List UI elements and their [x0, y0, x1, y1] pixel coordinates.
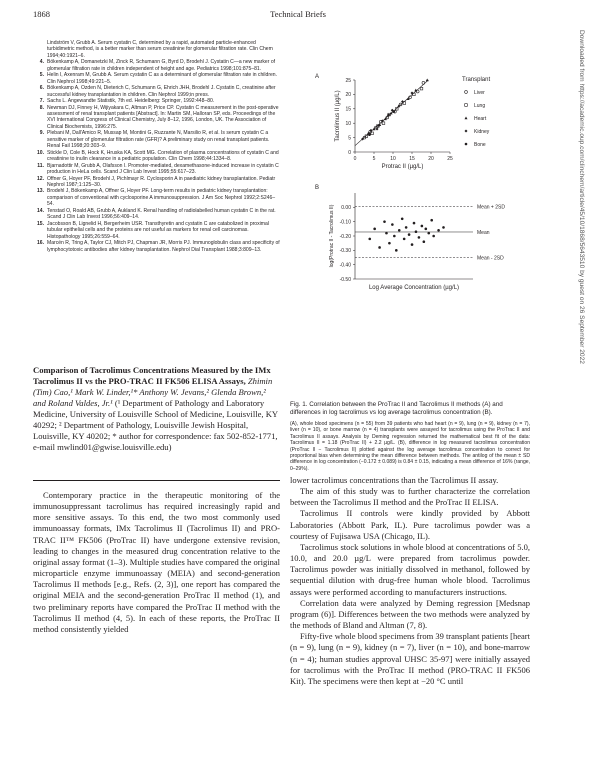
x-tick-label: 10 [390, 156, 396, 162]
x-tick-label: 0 [353, 156, 357, 162]
reference-number: 16. [36, 240, 44, 247]
data-point [437, 229, 440, 232]
reference-text: Lindström V, Grubb A. Serum cystatin C, determined by a rapid, automated particle-enhanced turbidimetric method, is a better marker than serum creatinine for glomerular filtration rate. Clin Chem 1994;40:1921–6. [47, 40, 273, 59]
data-point [427, 232, 430, 235]
data-point-bone [465, 143, 468, 146]
figure-panel-a [303, 72, 503, 172]
x-axis-label: Protrac II (µg/L) [381, 164, 424, 170]
reference-number: 13. [36, 188, 44, 195]
legend-entry: Lung [474, 103, 486, 109]
title-divider [33, 480, 280, 481]
data-point [401, 218, 404, 221]
data-point [413, 222, 416, 225]
data-point [395, 249, 398, 252]
reference-number: 14. [36, 207, 44, 214]
data-point [425, 228, 428, 231]
figure-caption-body: (A), whole blood specimens (n = 55) from 39 patients who had heart (n = 9), lung (n = 9), kidney (n = 7), liver (n = 10), or bone marrow (n = 4) transplants were assayed for tacrolimus using the ProTrac II and Tacrolimus II assays. Analysis by Deming regression returned the mathematical best fit of the data: Tacrolimus II = 1.18 (ProTrac II) + 2.2 µg/L. (B), difference in log measured tacrolimus concentration (ProTrac II − Tacrolimus II) plotted against the log average tacrolimus concentration to correct for proportional bias when determining the mean difference between methods. The antilog of the mean ± SD difference in log concentration (−0.172 ± 0.089) is 0.84 ± 0.15, indicating a mean difference of 16% (range, 0–29%). [290, 421, 530, 472]
body-paragraph: Fifty-five whole blood specimens from 39 transplant patients [heart (n = 9), lung (n = 9), kidney (n = 7), liver (n = 10), and bone-marrow (n = 4); human studies approval UHSC 35-97] were initially assayed for tacrolimus with the ProTrac II method (PRO-TRAC II FK506 Kit). The specimens were then kept at −20 °C until [290, 631, 530, 686]
y-tick-label: 20 [345, 92, 351, 99]
running-header [33, 9, 563, 21]
y-axis-label: log(Protrac II - Tacrolimus II) [329, 204, 335, 268]
data-point [421, 225, 424, 228]
reference-text: Bökenkamp A, Ozden N, Dieterich C, Schumann G, Ehrich JHH, Brodehl J. Cystatin C, creatinine after successful kidney transplantation in children. Clin Nephrol 1999;in press. [47, 85, 276, 98]
reference-item [33, 40, 280, 59]
data-point-liver [399, 103, 402, 106]
data-point [405, 226, 408, 229]
y-tick-label: -0.30 [339, 248, 351, 255]
data-point [398, 229, 401, 232]
reference-text: Plebani M, Dall'Amico R, Mussap M, Montini G, Ruzzante N, Marsilio R, et al. Is serum cystatin C a sensitive marker of glomerular filtration rate (GFR)? A preliminary study on renal transplant patients. Renal Fail 1998;20:303–9. [47, 130, 270, 150]
reference-item [33, 208, 280, 221]
reference-text: Offner G, Hoyer PF, Brodehl J, Pichlmayr R. Cyclosporin A in paediatric kidney transplantation. Pediatr Nephrol 1987;1:125–30. [47, 175, 276, 188]
reference-text: Tenstad O, Roald AB, Grubb A, Aukland K. Renal handling of radiolabelled human cystatin C in the rat. Scand J Clin Lab Invest 1996;56:409–14. [47, 207, 276, 221]
reference-item [33, 105, 280, 131]
data-point [415, 230, 418, 233]
y-tick-label: -0.40 [339, 262, 351, 269]
reference-item [33, 85, 280, 98]
article-authors: Zhimin (Tim) Cao,¹ Mark W. Linder,¹* Anthony W. Jevans,² Glenda Brown,² and Roland Valdes, Jr.¹ [33, 376, 273, 408]
y-tick-label: -0.50 [339, 276, 351, 283]
reference-text: Bjarnadottir M, Grubb A, Olafsson I. Promoter-mediated, dexamethasone-induced increase in cystatin C production in HeLa cells. Scand J Clin Lab Invest 1995;55:617–23. [47, 162, 279, 176]
legend-entry: Bone [474, 142, 486, 148]
data-point-bone [392, 110, 395, 113]
body-paragraph: Contemporary practice in the therapeutic monitoring of the immunosuppressant tacrolimus has required increasingly rapid and more sensitive assays. To this end, the two most commonly used immunoassay formats, IMx Tacrolimus II (Tacrolimus II) and PRO-TRAC II™ FK506 (ProTrac II) have undergone extensive revision, leading to changes in the measured drug concentration relative to the original assay format (1–3). Multiple studies have compared the original microparticle enzyme immunoassay (MEIA) and second-generation Tacrolimus II methods [e.g., Refs. (2, 3)], one report has compared the original MEIA and the second-generation ProTrac II method (1), and two preliminary reports have compared the ProTrac II method with the Tacrolimus II method (4, 5). In each of these reports, the ProTrac II method consistently yielded [33, 490, 280, 634]
data-point [432, 235, 435, 238]
data-point [385, 232, 388, 235]
data-point [378, 246, 381, 249]
reference-number: 4. [39, 59, 44, 66]
download-watermark [580, 30, 590, 590]
data-point [368, 238, 371, 241]
reference-item [33, 72, 280, 85]
y-tick-label: 10 [345, 121, 351, 127]
y-tick-label: 5 [348, 135, 351, 142]
reference-number: 6. [39, 85, 44, 92]
data-point-lung [465, 104, 468, 107]
legend-title: Transplant [462, 77, 491, 83]
data-point-kidney [465, 130, 468, 133]
reference-number: 10. [36, 149, 44, 156]
data-point [393, 235, 396, 238]
reference-text: Marcén R, Tring A, Taylor CJ, Mitch PJ, Chapman JR, Morris PJ. Immunoglobulin class and specificity of lymphocytotoxic antibodies after kidney transplantation. Nephrol Dial Transplant 1988;3:809–13. [47, 240, 280, 253]
data-point-bone [387, 114, 390, 117]
article-title-block [33, 365, 280, 453]
y-tick-label: 15 [345, 106, 351, 113]
reference-item [33, 130, 280, 149]
body-paragraph: The aim of this study was to further characterize the correlation between the Tacrolimus II method and the ProTrac II ELISA. [290, 486, 530, 508]
data-point [418, 236, 421, 239]
reference-item [33, 176, 280, 189]
legend-entry: Liver [474, 90, 485, 96]
data-point-kidney [369, 129, 372, 132]
body-paragraph: Correlation data were analyzed by Deming regression [Medsnap program (6)]. Differences between the two methods were analyzed by the methods of Bland and Altman (7, 8). [290, 597, 530, 631]
legend-entry: Heart [474, 116, 487, 122]
figure-caption [290, 401, 530, 472]
reference-number: 11. [37, 162, 44, 169]
body-paragraph: Tacrolimus stock solutions in whole blood at concentrations of 5.0, 10.0, and 20.0 µg/L were prepared from tacrolimus powder. Tacrolimus powder was initially dissolved in methanol, followed by sequential dilution with drug-free human whole blood. Tacrolimus assays were performed according to manufacturers instructions. [290, 541, 530, 597]
data-point-kidney [376, 127, 379, 130]
figure-caption-title: Fig. 1. Correlation between the ProTrac II and Tacrolimus II methods (A) and differences in log tacrolimus vs log average tacrolimus concentration (B). [290, 401, 503, 416]
x-tick-label: 15 [409, 156, 415, 162]
reference-number: 9. [39, 130, 44, 137]
body-column-right [290, 475, 530, 687]
reference-text: Jacobsson B, Lignelid H, Bergerheim USR. Transthyretin and cystatin C are catabolized in proximal tubular epithelial cells and the proteins are not useful as markers for renal cell carcinomas. Histopathology 1995;26:559–64. [47, 220, 269, 240]
reference-text: Newman DJ, Finney H, Wijiyakara C, Altman P, Price CP. Cystatin C measurement in the post-operative assessment of renal transplant patients [Abstract]. In: Martin SM, Halloran SP, eds. Proceedings of the XVI International Congress of Clinical Chemistry, July 8–12, 1996, London, UK. The Association of Clinical Biochemists, 1996:275. [47, 104, 279, 130]
y-tick-label: -0.10 [339, 219, 351, 226]
data-point [430, 219, 433, 222]
data-point [388, 242, 391, 245]
reference-text: Helin I, Axenram M, Grubb A. Serum cystatin C as a determinant of glomerular filtration rate in children. Clin Nephrol 1998;49:221–5. [47, 72, 278, 85]
reference-text: Sachs L. Angewandte Statistik, 7th ed. Heidelberg: Springer, 1992:448–80. [47, 98, 215, 105]
reference-item [33, 188, 280, 207]
journal-section: Technical Briefs [270, 9, 326, 19]
reference-text: Stickle D, Cole B, Hock K, Hruska KA, Scott MG. Correlation of plasma concentrations of cystatin C and creatinine to inulin clearance in a pediatric population. Clin Chem 1998;44:1334–8. [47, 149, 279, 163]
data-point-heart [465, 117, 468, 120]
data-point [403, 238, 406, 241]
reference-text: Brodehl J, Bökenkamp A, Offner G, Hoyer PF. Long-term results in pediatric kidney transplantation: comparison of conventional with cyclosporine A immunosuppression. J Am Soc Nephrol 1992;2:S246–54. [47, 188, 276, 208]
article-title: Comparison of Tacrolimus Concentrations Measured by the IMx Tacrolimus II vs the PRO-TRAC II FK506 ELISA Assays, [33, 365, 271, 386]
data-point [408, 233, 411, 236]
body-paragraph: lower tacrolimus concentrations than the Tacrolimus II assay. [290, 475, 499, 485]
download-watermark-text: Downloaded from https://academic.oup.com/clinchem/article/45/10/1868/5643510 by guest on 26 September 2022 [578, 30, 585, 364]
reference-number: 15. [36, 220, 44, 227]
data-point [373, 228, 376, 231]
reference-item [33, 240, 280, 253]
reference-item [33, 150, 280, 163]
panel-b-label: B [315, 185, 320, 191]
data-point-liver [422, 81, 425, 84]
data-point-kidney [401, 100, 404, 103]
y-tick-label: 0.00 [341, 205, 351, 212]
figure-panel-b [303, 183, 523, 301]
x-tick-label: 20 [428, 156, 434, 162]
body-column-left [33, 490, 280, 635]
reference-line-label: Mean - 2SD [477, 255, 504, 262]
y-axis-label: Tacrolimus II (µg/L) [335, 90, 341, 142]
y-tick-label: 25 [345, 77, 351, 84]
reference-number: 7. [39, 98, 44, 105]
x-tick-label: 5 [372, 156, 376, 162]
data-point [423, 240, 426, 243]
panel-a-label: A [315, 74, 320, 80]
data-point [411, 243, 414, 246]
data-point-bone [368, 133, 371, 136]
legend-entry: Kidney [474, 129, 490, 135]
y-tick-label: 0 [348, 149, 351, 156]
data-point-liver [465, 91, 468, 94]
data-point [391, 223, 394, 226]
data-point-bone [377, 124, 380, 127]
reference-text: Bökenkamp A, Domanetzki M, Zinck R, Schumann G, Byrd D, Brodehl J. Cystatin C—a new marker of glomerular filtration rate in children independent of height and age. Pediatrics 1998;101:875–81. [47, 59, 276, 72]
reference-list [33, 40, 280, 253]
page-number: 1868 [33, 9, 50, 19]
y-tick-label: -0.20 [339, 233, 351, 240]
data-point [383, 220, 386, 223]
x-axis-label: Log Average Concentration (µg/L) [368, 285, 460, 291]
reference-number: 5. [39, 72, 44, 79]
body-paragraph: Tacrolimus II controls were kindly provided by Abbott Laboratories (Abbott Park, IL). Pure tacrolimus powder was a courtesy of Fujisawa USA (Chicago, IL). [290, 508, 530, 541]
reference-item [33, 221, 280, 240]
data-point-lung [420, 87, 423, 90]
reference-line-label: Mean + 2SD [477, 204, 505, 211]
x-tick-label: 25 [447, 156, 453, 162]
reference-item [33, 163, 280, 176]
reference-number: 12. [36, 175, 44, 182]
data-point-lung [382, 122, 385, 125]
data-point [442, 226, 445, 229]
reference-line-label: Mean [477, 229, 490, 236]
reference-item [33, 59, 280, 72]
reference-number: 8. [39, 104, 44, 111]
article-affiliation: (¹ Department of Pathology and Laboratory Medicine, University of Louisville School of Medicine, Louisville, KY 40292; ² Department of Pathology, Louisville Jewish Hospital, Louisville, KY 40202; * author for correspondence: fax 502-852-1771, e-mail mwlind01@gwise.louisville.edu) [33, 398, 278, 452]
